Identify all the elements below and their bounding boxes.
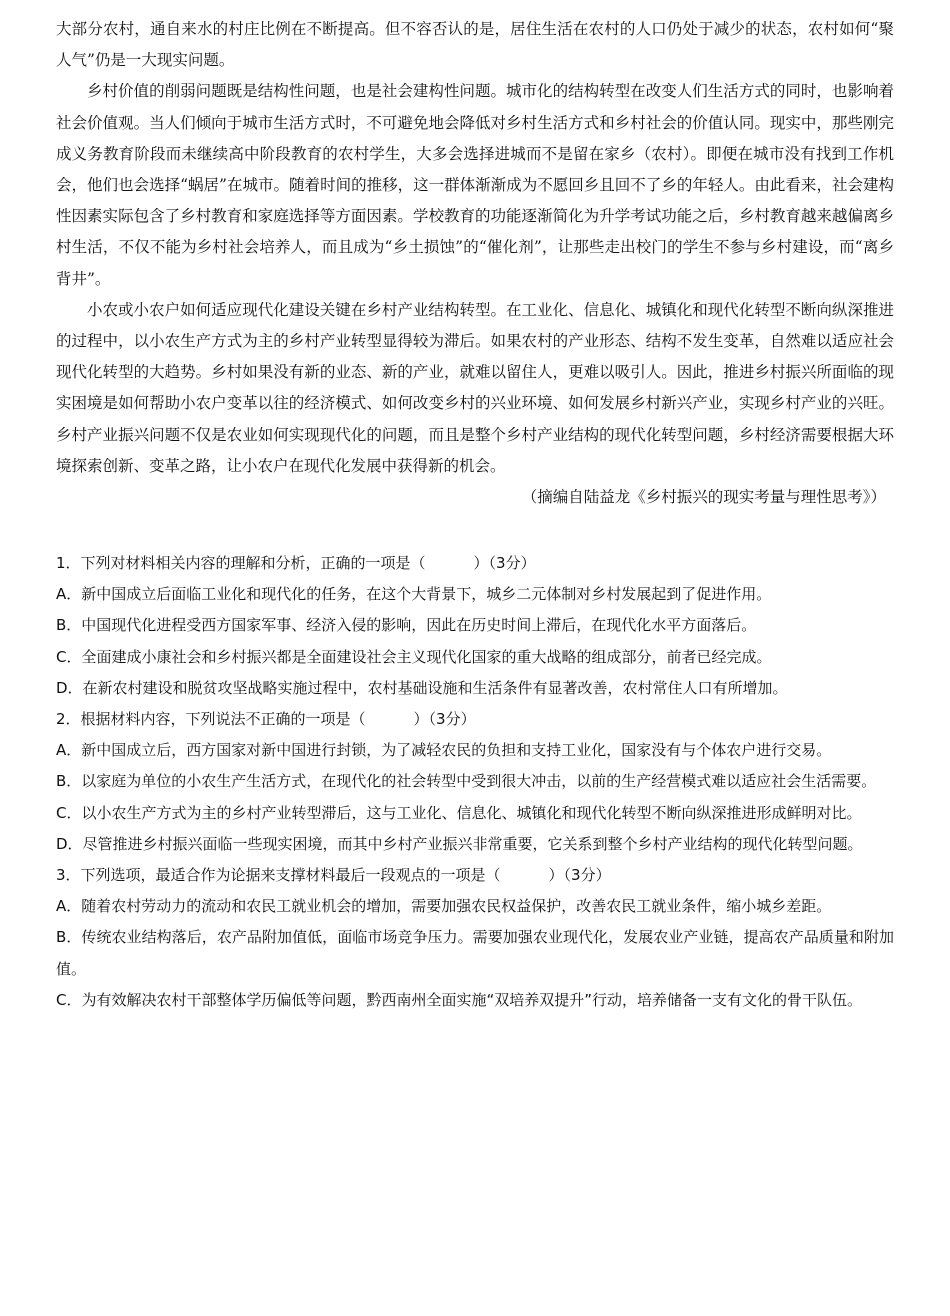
question-stem-text: 2．根据材料内容，下列说法不正确的一项是（: [56, 710, 366, 729]
reading-passage: [56, 14, 894, 513]
passage-paragraph: 小农或小农户如何适应现代化建设关键在乡村产业结构转型。在工业化、信息化、城镇化和现代化转型不断向纵深推进的过程中，以小农生产方式为主的乡村产业转型显得较为滞后。如果农村的产业形态、结构不发生变革，自然难以适应社会现代化转型的大趋势。乡村如果没有新的业态、新的产业，就难以留住人，更难以吸引人。因此，推进乡村振兴所面临的现实困境是如何帮助小农户变革以往的经济模式、如何改变乡村的兴业环境、如何发展乡村新兴产业，实现乡村产业的兴旺。乡村产业振兴问题不仅是农业如何实现现代化的问题，而且是整个乡村产业结构的现代化转型问题，乡村经济需要根据大环境探索创新、变革之路，让小农户在现代化发展中获得新的机会。: [56, 300, 894, 475]
question-option: B．传统农业结构落后，农产品附加值低，面临市场竞争压力。需要加强农业现代化，发展农业产业链，提高农产品质量和附加值。: [56, 928, 894, 978]
question-option: C．全面建成小康社会和乡村振兴都是全面建设社会主义现代化国家的重大战略的组成部分，前者已经完成。: [56, 647, 772, 666]
question-score: ）（3分）: [548, 866, 611, 885]
question-list: [56, 548, 894, 1016]
question-stem: [56, 704, 894, 735]
passage-paragraph: 大部分农村，通自来水的村庄比例在不断提高。但不容否认的是，居住生活在农村的人口仍处于减少的状态，农村如何“聚人气”仍是一大现实问题。: [56, 20, 894, 70]
question-stem-text: 1．下列对材料相关内容的理解和分析，正确的一项是（: [56, 554, 426, 572]
question-option: B．以家庭为单位的小农生产生活方式，在现代化的社会转型中受到很大冲击，以前的生产经营模式难以适应社会生活需要。: [56, 772, 877, 791]
question-option: A．新中国成立后，西方国家对新中国进行封锁，为了减轻农民的负担和支持工业化，国家没有与个体农户进行交易。: [56, 741, 832, 760]
question-option: D．尽管推进乡村振兴面临一些现实困境，而其中乡村产业振兴非常重要，它关系到整个乡村产业结构的现代化转型问题。: [56, 834, 863, 853]
passage-paragraph: 乡村价值的削弱问题既是结构性问题，也是社会建构性问题。城市化的结构转型在改变人们生活方式的同时，也影响着社会价值观。当人们倾向于城市生活方式时，不可避免地会降低对乡村生活方式和乡村社会的价值认同。现实中，那些刚完成义务教育阶段而未继续高中阶段教育的农村学生，大多会选择进城而不是留在家乡（农村）。即便在城市没有找到工作机会，他们也会选择“蜗居”在城市。随着时间的推移，这一群体渐渐成为不愿回乡且回不了乡的年轻人。由此看来，社会建构性因素实际包含了乡村教育和家庭选择等方面因素。学校教育的功能逐渐简化为升学考试功能之后，乡村教育越来越偏离乡村生活，不仅不能为乡村社会培养人，而且成为“乡土损蚀”的“催化剂”，让那些走出校门的学生不参与乡村建设，而“离乡背井”。: [56, 82, 894, 288]
question-option: D．在新农村建设和脱贫攻坚战略实施过程中，农村基础设施和生活条件有显著改善，农村常住人口有所增加。: [56, 678, 788, 697]
passage-source: （摘编自陆益龙《乡村振兴的现实考量与理性思考》）: [521, 488, 886, 507]
question-option: B．中国现代化进程受西方国家军事、经济入侵的影响，因此在历史时间上滞后，在现代化水平方面落后。: [56, 616, 757, 635]
question-stem: [56, 548, 894, 579]
question-score: ）（3分）: [473, 554, 536, 572]
question-option: A．随着农村劳动力的流动和农民工就业机会的增加，需要加强农民权益保护，改善农民工就业条件，缩小城乡差距。: [56, 897, 832, 916]
question-option: C．以小农生产方式为主的乡村产业转型滞后，这与工业化、信息化、城镇化和现代化转型不断向纵深推进形成鲜明对比。: [56, 803, 862, 822]
question-score: ）（3分）: [413, 710, 476, 729]
question-stem: [56, 860, 894, 891]
question-option: C．为有效解决农村干部整体学历偏低等问题，黔西南州全面实施“双培养双提升”行动，培养储备一支有文化的骨干队伍。: [56, 990, 863, 1009]
question-option: A．新中国成立后面临工业化和现代化的任务，在这个大背景下，城乡二元体制对乡村发展起到了促进作用。: [56, 585, 772, 604]
question-stem-text: 3．下列选项，最适合作为论据来支撑材料最后一段观点的一项是（: [56, 866, 501, 885]
